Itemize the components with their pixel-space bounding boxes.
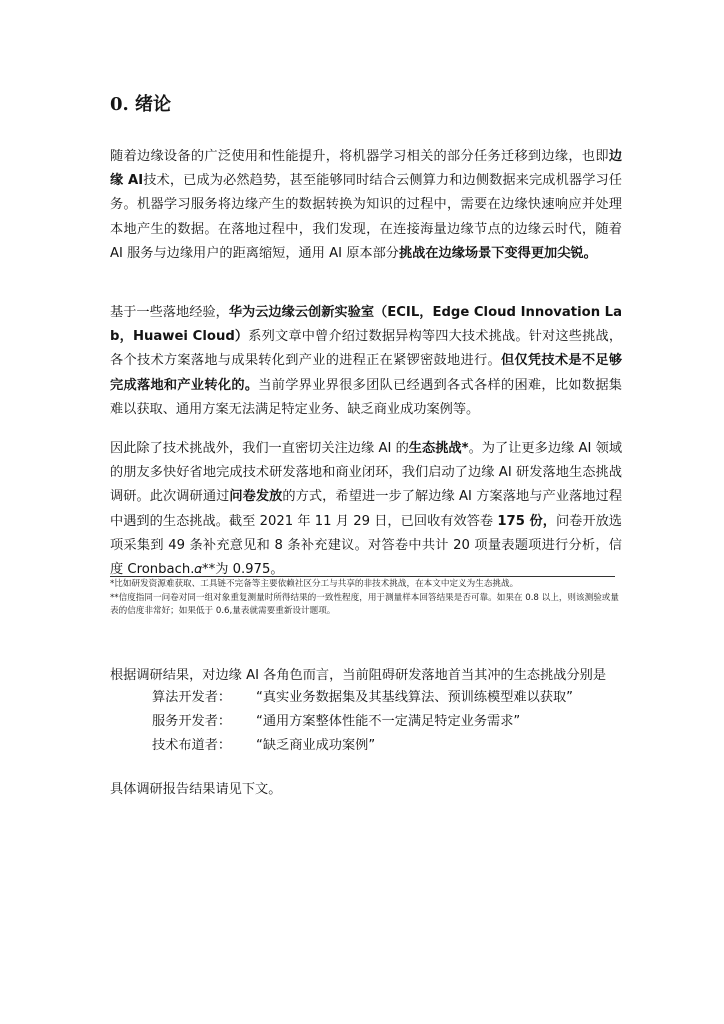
bold-text-run: 175 份， xyxy=(497,513,556,529)
paragraph-see-below: 具体调研报告结果请见下文。 xyxy=(110,782,282,797)
bold-text-run: 挑战在边缘场景下变得更加尖锐。 xyxy=(398,245,597,261)
role-row xyxy=(152,686,573,710)
role-row xyxy=(152,734,573,758)
bold-text-run: 问卷发放 xyxy=(229,489,283,505)
text-run: 随着边缘设备的广泛使用和性能提升，将机器学习相关的部分任务迁移到边缘，也即 xyxy=(110,149,609,164)
section-title: 0. 绪论 xyxy=(110,94,172,115)
text-run: 技术，已成为必然趋势，甚至能够同时结合云侧算力和边侧数据来完成机器学习任务。机器学习服务将边缘产生的数据转换为知识的过程中，需要在边缘快速响应并处理本地产生的数据。在落地过程中，我们发现，在连接海量边缘节点的边缘云时代，随着 AI 服务与边缘用户的距离缩短，通用 AI 原本部分 xyxy=(110,173,622,261)
role-challenge-list xyxy=(152,686,573,758)
paragraph-ecil xyxy=(110,301,622,422)
role-challenge: “通用方案整体性能不一定满足特定业务需求” xyxy=(256,714,521,729)
text-run: 系列文章中曾介绍过数据异构等四大技术挑战。针对这些挑战，各个技术方案落地与成果转化到产业的进程正在紧锣密鼓地进行。 xyxy=(110,329,623,369)
bold-text-run: 但仅凭技术是不足够完成落地和产业转化的。 xyxy=(110,353,623,393)
footnotes xyxy=(110,578,620,619)
footnote-reliability: **信度指同一问卷对同一组对象重复测量时所得结果的一致性程度，用于测量样本回答结果是否可靠。如果在 0.8 以上，则该测验或量表的信度非常好；如果低于 0.6,量表就需要重新设计题项。 xyxy=(110,592,619,617)
footnote-ecosystem-challenge: *比如研发资源难获取、工具链不完备等主要依赖社区分工与共享的非技术挑战，在本文中定义为生态挑战。 xyxy=(110,579,519,589)
bold-text-run: 边缘 AI xyxy=(110,149,622,189)
text-run: 因此除了技术挑战外，我们一直密切关注边缘 AI 的 xyxy=(110,441,409,456)
text-run: 。为了让更多边缘 AI 领域的朋友多快好省地完成技术研发落地和商业闭环，我们启动了边缘 AI 研发落地生态挑战调研。此次调研通过 xyxy=(110,441,623,505)
role-challenge: “真实业务数据集及其基线算法、预训练模型难以获取” xyxy=(256,690,573,705)
role-row xyxy=(152,710,573,734)
text-run: 的方式，希望进一步了解边缘 AI 方案落地与产业落地过程中遇到的生态挑战。截至 2021 年 11 月 29 日，已回收有效答卷 xyxy=(110,489,623,529)
footnote-divider xyxy=(110,576,615,577)
paragraph-results: 根据调研结果，对边缘 AI 各角色而言，当前阻碍研发落地首当其冲的生态挑战分别是 xyxy=(110,668,607,683)
bold-text-run: 生态挑战* xyxy=(408,441,469,456)
role-name: 技术布道者： xyxy=(152,738,232,753)
bold-text-run: 华为云边缘云创新实验室（ECIL，Edge Cloud Innovation Lab，Huawei Cloud） xyxy=(110,305,622,345)
text-run: 问卷开放选项采集到 49 条补充意见和 8 条补充建议。对答卷中共计 20 项量表题项进行分析，信度 Cronbach.𝛼**为 0.975。 xyxy=(110,513,622,578)
role-name: 服务开发者： xyxy=(152,714,232,729)
paragraph-intro xyxy=(110,145,622,266)
paragraph-survey xyxy=(110,437,622,582)
text-run: 当前学界业界很多团队已经遇到各式各样的困难，比如数据集难以获取、通用方案无法满足特定业务、缺乏商业成功案例等。 xyxy=(110,377,622,417)
text-run: 基于一些落地经验， xyxy=(110,305,229,320)
role-challenge: “缺乏商业成功案例” xyxy=(256,738,376,753)
role-name: 算法开发者： xyxy=(152,690,232,705)
